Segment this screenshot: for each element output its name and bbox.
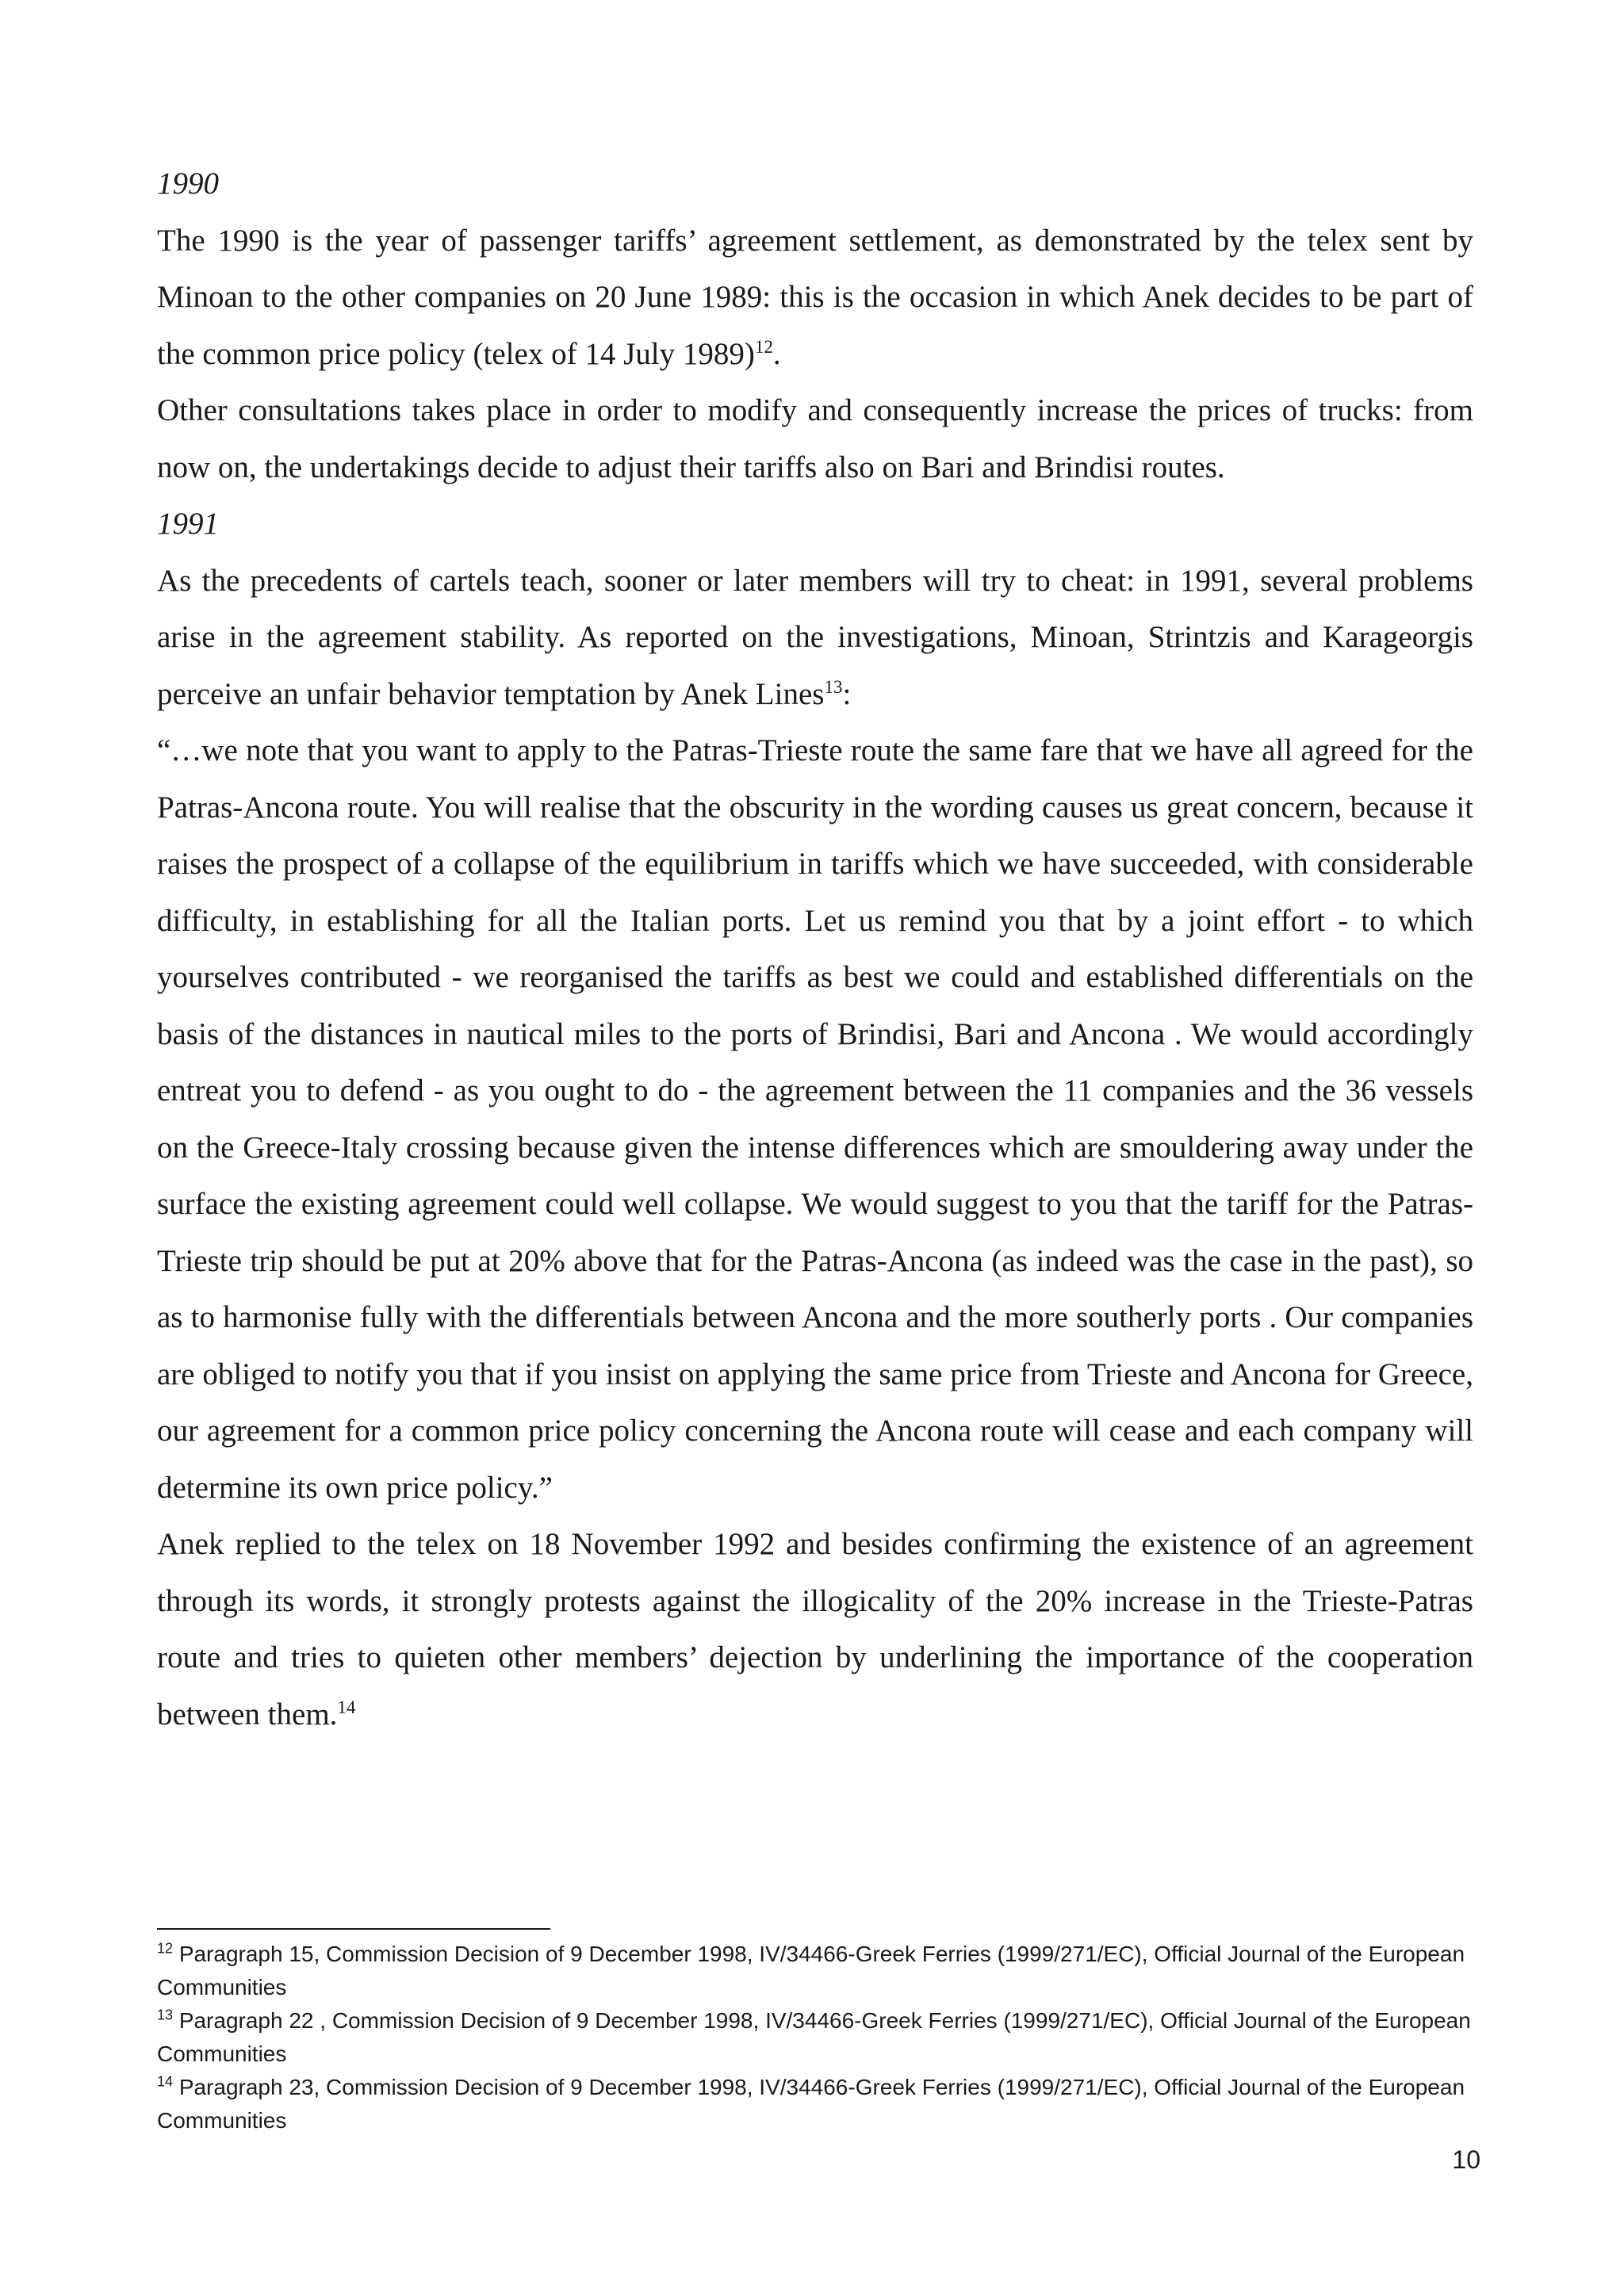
paragraph-anek-text: Anek replied to the telex on 18 November 1992 and besides confirming the existence of an agreement through its words, it strongly protests against the illogicality of the 20% increase in the Trieste-Patras route and tries to quieten other members’ dejection by underlining the importance of the cooperation between them. xyxy=(157,1527,1473,1732)
footnote-13 xyxy=(157,2004,1489,2071)
paragraph-consultations: Other consultations takes place in order to modify and consequently increase the prices of trucks: from now on, the undertakings decide to adjust their tariffs also on Bari and Brindisi routes. xyxy=(157,393,1473,484)
footnote-number: 13 xyxy=(157,2007,174,2023)
footnote-text: Paragraph 15, Commission Decision of 9 December 1998, IV/34466-Greek Ferries (1999/271/EC), Official Journal of the European Communities xyxy=(157,1942,1465,1999)
footnote-ref-12: 12 xyxy=(754,336,773,357)
telex-quote: “…we note that you want to apply to the Patras-Trieste route the same fare that we have all agreed for the Patras-Ancona route. You will realise that the obscurity in the wording causes us great concern, because it raises the prospect of a collapse of the equilibrium in tariffs which we have succeeded, with considerable difficulty, in establishing for all the Italian ports. Let us remind you that by a joint effort - to which yourselves contributed - we reorganised the tariffs as best we could and established differentials on the basis of the distances in nautical miles to the ports of Brindisi, Bari and Ancona . We would accordingly entreat you to defend - as you ought to do - the agreement between the 11 companies and the 36 vessels on the Greece-Italy crossing because given the intense differences which are smouldering away under the surface the existing agreement could well collapse. We would suggest to you that the tariff for the Patras-Trieste trip should be put at 20% above that for the Patras-Ancona (as indeed was the case in the past), so as to harmonise fully with the differentials between Ancona and the more southerly ports . Our companies are obliged to notify you that if you insist on applying the same price from Trieste and Ancona for Greece, our agreement for a common price policy concerning the Ancona route will cease and each company will determine its own price policy.” xyxy=(157,733,1473,1505)
footnote-number: 12 xyxy=(157,1940,174,1957)
footnotes xyxy=(157,1938,1489,2137)
main-text xyxy=(157,155,1473,1743)
paragraph-1990-end: . xyxy=(772,336,781,371)
footnote-ref-14: 14 xyxy=(337,1697,356,1717)
footnote-text: Paragraph 23, Commission Decision of 9 December 1998, IV/34466-Greek Ferries (1999/271/EC), Official Journal of the European Communities xyxy=(157,2075,1465,2133)
footnote-separator xyxy=(157,1928,550,1930)
paragraph-1990-text: The 1990 is the year of passenger tariffs’ agreement settlement, as demonstrated by the telex sent by Minoan to the other companies on 20 June 1989: this is the occasion in which Anek decides to be part of the common price policy (telex of 14 July 1989) xyxy=(157,223,1473,371)
page-number: 10 xyxy=(1452,2145,1480,2174)
paragraph-1991 xyxy=(157,553,1473,723)
paragraph-1991-end: : xyxy=(842,676,852,711)
footnote-12 xyxy=(157,1938,1489,2004)
paragraph-anek-reply xyxy=(157,1516,1473,1743)
year-heading-1991: 1991 xyxy=(157,507,219,541)
footnote-number: 14 xyxy=(157,2073,174,2090)
footnote-14 xyxy=(157,2071,1489,2137)
footnote-ref-13: 13 xyxy=(824,676,843,697)
paragraph-1991-text: As the precedents of cartels teach, sooner or later members will try to cheat: in 1991, several problems arise in the agreement stability. As reported on the investigations, Minoan, Strintzis and Karageorgis perceive an unfair behavior temptation by Anek Lines xyxy=(157,563,1473,711)
year-heading-1990: 1990 xyxy=(157,166,219,201)
paragraph-1990 xyxy=(157,212,1473,383)
footnote-text: Paragraph 22 , Commission Decision of 9 December 1998, IV/34466-Greek Ferries (1999/271/EC), Official Journal of the European Communities xyxy=(157,2008,1471,2066)
